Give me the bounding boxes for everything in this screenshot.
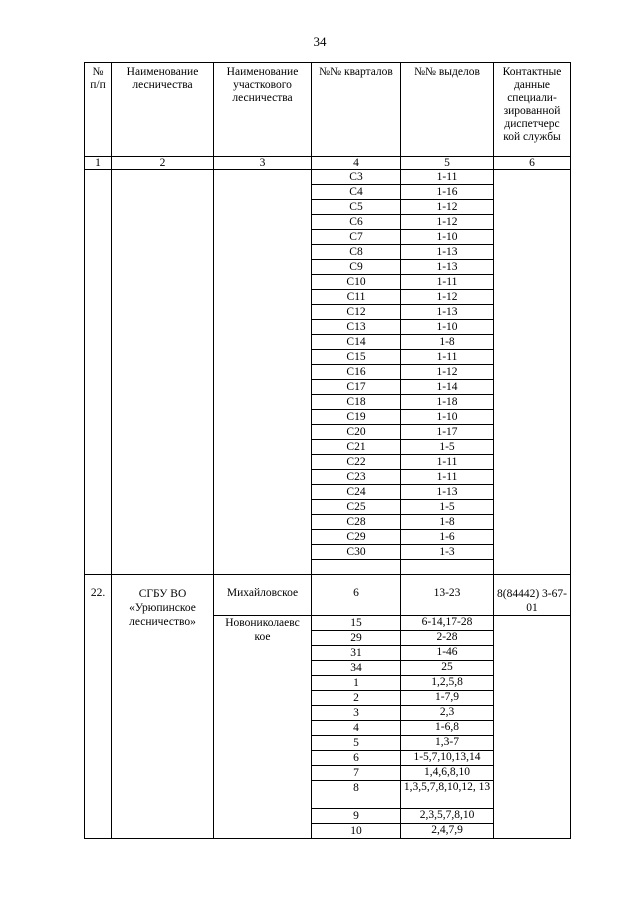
parcels-cell: 1-3 xyxy=(401,545,494,560)
district-cell xyxy=(214,170,312,575)
parcels-cell-empty xyxy=(401,560,494,575)
parcels-cell: 1-11 xyxy=(401,350,494,365)
quarter-cell: С25 xyxy=(312,500,401,515)
parcels-cell: 1-11 xyxy=(401,470,494,485)
column-number-cell: 4 xyxy=(312,157,401,170)
parcels-cell: 1-6 xyxy=(401,530,494,545)
quarter-cell: С16 xyxy=(312,365,401,380)
parcels-cell: 1-5 xyxy=(401,500,494,515)
quarter-cell: С8 xyxy=(312,245,401,260)
quarter-cell: 6 xyxy=(312,575,401,616)
parcels-cell: 2,3,5,7,8,10 xyxy=(401,809,494,824)
quarter-cell: 9 xyxy=(312,809,401,824)
parcels-cell: 1-11 xyxy=(401,170,494,185)
parcels-cell: 1-10 xyxy=(401,230,494,245)
contact-cell: 8(84442) 3-67-01 xyxy=(494,575,571,616)
quarter-cell: С18 xyxy=(312,395,401,410)
column-number-row xyxy=(85,157,571,170)
parcels-cell: 1-6,8 xyxy=(401,721,494,736)
quarter-cell: С3 xyxy=(312,170,401,185)
contact-cell-empty xyxy=(494,616,571,839)
quarter-cell: С11 xyxy=(312,290,401,305)
quarter-cell: 8 xyxy=(312,781,401,809)
quarter-cell: С28 xyxy=(312,515,401,530)
page-number: 34 xyxy=(313,34,327,49)
quarter-cell: С21 xyxy=(312,440,401,455)
parcels-cell: 1-11 xyxy=(401,455,494,470)
parcels-cell: 1-12 xyxy=(401,290,494,305)
column-number-cell: 2 xyxy=(112,157,214,170)
quarter-cell: С29 xyxy=(312,530,401,545)
parcels-cell: 1-5 xyxy=(401,440,494,455)
parcels-cell: 1-5,7,10,13,14 xyxy=(401,751,494,766)
parcels-cell: 2,4,7,9 xyxy=(401,824,494,839)
contact-cell xyxy=(494,170,571,575)
header-cell-1: № п/п xyxy=(85,63,112,157)
quarter-cell: С12 xyxy=(312,305,401,320)
parcels-cell: 13-23 xyxy=(401,575,494,616)
parcels-cell: 1-13 xyxy=(401,485,494,500)
quarter-cell: 10 xyxy=(312,824,401,839)
quarter-cell: 29 xyxy=(312,631,401,646)
quarter-cell: 4 xyxy=(312,721,401,736)
header-cell-3: Наименование участкового лесничества xyxy=(214,63,312,157)
table-row xyxy=(85,170,571,185)
forestry-cell xyxy=(112,170,214,575)
column-number-cell: 5 xyxy=(401,157,494,170)
parcels-cell: 1-13 xyxy=(401,305,494,320)
quarter-cell: С9 xyxy=(312,260,401,275)
number-cell xyxy=(85,170,112,575)
quarter-cell: С23 xyxy=(312,470,401,485)
header-cell-6: Контактные данные специали-зированной диспетчерс кой службы xyxy=(494,63,571,157)
header-cell-5: №№ выделов xyxy=(401,63,494,157)
quarter-cell: С24 xyxy=(312,485,401,500)
parcels-cell: 1-11 xyxy=(401,275,494,290)
parcels-cell: 1-12 xyxy=(401,215,494,230)
quarter-cell: С19 xyxy=(312,410,401,425)
parcels-cell: 25 xyxy=(401,661,494,676)
quarter-cell-empty xyxy=(312,560,401,575)
quarter-cell: 31 xyxy=(312,646,401,661)
parcels-cell: 2-28 xyxy=(401,631,494,646)
parcels-cell: 1,3,5,7,8,10,12, 13 xyxy=(401,781,494,809)
district-name-cell: Новониколаевс кое xyxy=(214,616,312,839)
parcels-cell: 1-16 xyxy=(401,185,494,200)
quarter-cell: С14 xyxy=(312,335,401,350)
quarter-cell: С5 xyxy=(312,200,401,215)
parcels-cell: 1-8 xyxy=(401,515,494,530)
forestry-table xyxy=(84,62,571,839)
parcels-cell: 1-18 xyxy=(401,395,494,410)
parcels-cell: 1,2,5,8 xyxy=(401,676,494,691)
parcels-cell: 1-14 xyxy=(401,380,494,395)
quarter-cell: 34 xyxy=(312,661,401,676)
quarter-cell: 7 xyxy=(312,766,401,781)
quarter-cell: 3 xyxy=(312,706,401,721)
quarter-cell: С20 xyxy=(312,425,401,440)
parcels-cell: 6-14,17-28 xyxy=(401,616,494,631)
table-header-row xyxy=(85,63,571,157)
table-row-entry22 xyxy=(85,575,571,616)
parcels-cell: 1-12 xyxy=(401,200,494,215)
parcels-cell: 2,3 xyxy=(401,706,494,721)
quarter-cell: С22 xyxy=(312,455,401,470)
header-cell-4: №№ кварталов xyxy=(312,63,401,157)
parcels-cell: 1-8 xyxy=(401,335,494,350)
quarter-cell: С7 xyxy=(312,230,401,245)
quarter-cell: 15 xyxy=(312,616,401,631)
district-name-cell: Михайловское xyxy=(214,575,312,616)
quarter-cell: С4 xyxy=(312,185,401,200)
parcels-cell: 1,3-7 xyxy=(401,736,494,751)
column-number-cell: 6 xyxy=(494,157,571,170)
parcels-cell: 1-10 xyxy=(401,320,494,335)
quarter-cell: С15 xyxy=(312,350,401,365)
quarter-cell: С30 xyxy=(312,545,401,560)
header-cell-2: Наименование лесничества xyxy=(112,63,214,157)
column-number-cell: 1 xyxy=(85,157,112,170)
parcels-cell: 1-7,9 xyxy=(401,691,494,706)
parcels-cell: 1-13 xyxy=(401,245,494,260)
quarter-cell: С17 xyxy=(312,380,401,395)
parcels-cell: 1-13 xyxy=(401,260,494,275)
quarter-cell: С13 xyxy=(312,320,401,335)
quarter-cell: 2 xyxy=(312,691,401,706)
parcels-cell: 1-10 xyxy=(401,410,494,425)
quarter-cell: С6 xyxy=(312,215,401,230)
column-number-cell: 3 xyxy=(214,157,312,170)
quarter-cell: С10 xyxy=(312,275,401,290)
quarter-cell: 5 xyxy=(312,736,401,751)
forestry-name-cell: СГБУ ВО «Урюпинское лесничество» xyxy=(112,575,214,839)
parcels-cell: 1,4,6,8,10 xyxy=(401,766,494,781)
parcels-cell: 1-12 xyxy=(401,365,494,380)
quarter-cell: 6 xyxy=(312,751,401,766)
entry-number-cell: 22. xyxy=(85,575,112,839)
parcels-cell: 1-46 xyxy=(401,646,494,661)
parcels-cell: 1-17 xyxy=(401,425,494,440)
quarter-cell: 1 xyxy=(312,676,401,691)
